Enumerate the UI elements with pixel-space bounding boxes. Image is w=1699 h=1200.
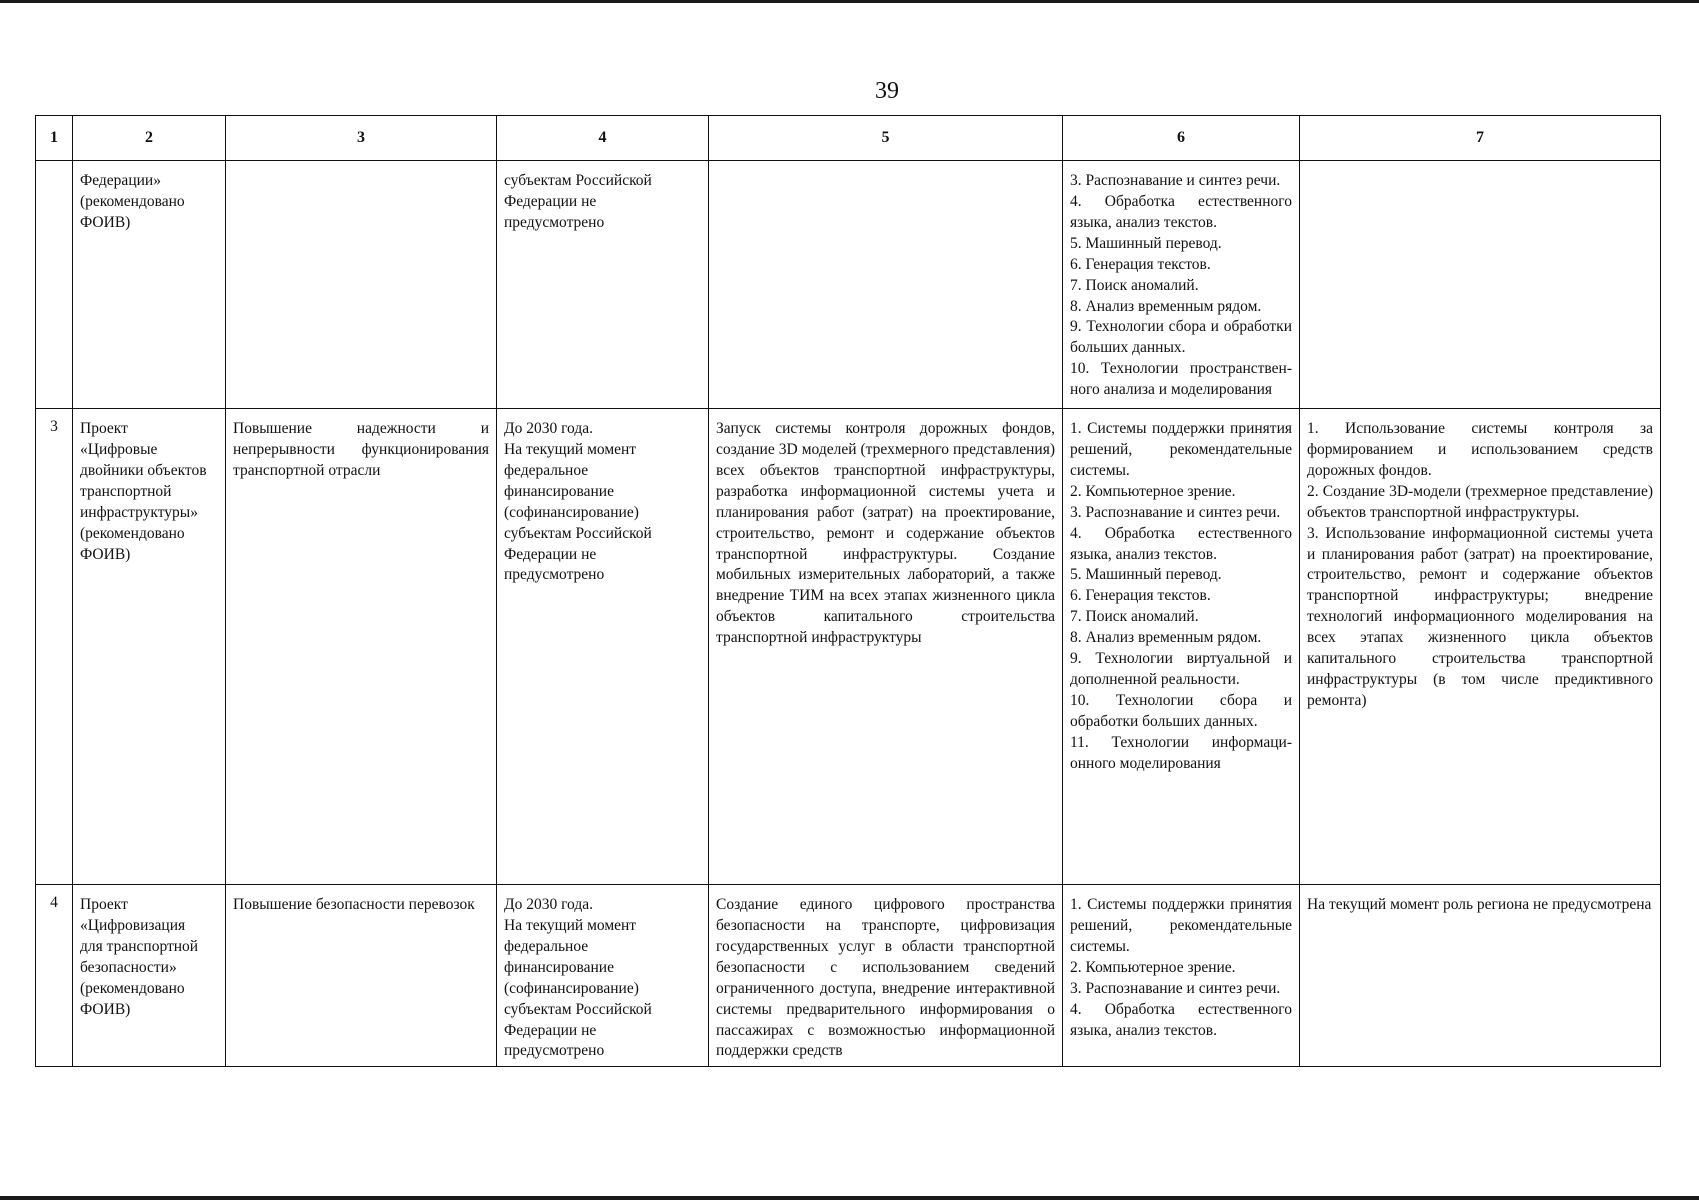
project-line: ФОИВ) <box>80 545 131 563</box>
technology-item: 3. Распознавание и синтез речи. <box>1070 172 1281 189</box>
description-cell: Запуск системы контроля дорожных фондов, создание 3D моделей (трехмерного представления) всех объектов транспортной инфраструктуры, разработка информационной системы учета и планирования работ (затрат) на проектирование, строительство, ремонт и содержание объектов транспортной инфраструктуры. Создание мобильных измерительных лабораторий, а также внедрение ТИМ на всех этапах жизненного цикла объектов капитального строительства транспортной инфраструктуры <box>709 409 1063 885</box>
project-line: Проект <box>80 420 128 437</box>
project-line: транспортной <box>80 482 172 500</box>
goal-cell <box>226 161 497 409</box>
project-line: двойники объектов <box>80 461 207 479</box>
goal-cell: Повышение надежности и непрерывности функционирования транспортной отрасли <box>226 409 497 885</box>
column-header: 1 <box>36 116 73 161</box>
region-role-cell <box>1300 161 1661 409</box>
region-role-item: 3. Использование информационной системы учета и планирования работ (затрат) на проектирование, строительство, ремонт и содержание объектов транспортной инфраструктуры; внедрение технологий информационного моделирования на всех этапах жизненного цикла объектов капитального строительства транспортной инфраструктуры (в том числе предиктивного ремонта) <box>1307 524 1653 709</box>
financing-cell <box>497 409 709 885</box>
technology-item: 10. Технологии пространствен-ного анализа и моделирования <box>1070 360 1292 399</box>
financing-line: (софинансирование) <box>504 503 639 521</box>
column-header: 7 <box>1300 116 1661 161</box>
project-line: Проект <box>80 896 128 913</box>
region-role-item: 2. Создание 3D-модели (трехмерное представление) объектов транспортной инфраструктуры. <box>1307 482 1653 521</box>
financing-line: федеральное <box>504 937 589 955</box>
technology-item: 10. Технологии сбора и обработки больших данных. <box>1070 691 1292 730</box>
project-line: для транспортной <box>80 937 199 955</box>
page-bottom-edge <box>0 1196 1699 1200</box>
financing-line: финансирование <box>504 958 614 976</box>
description-cell <box>709 161 1063 409</box>
row-number-cell: 3 <box>36 409 73 885</box>
technology-item: 3. Распознавание и синтез речи. <box>1070 979 1281 997</box>
financing-cell <box>497 161 709 409</box>
technology-item: 5. Машинный перевод. <box>1070 566 1222 584</box>
technology-item: 8. Анализ временным рядом. <box>1070 629 1262 647</box>
technology-item: 4. Обработка естественного языка, анализ текстов. <box>1070 524 1292 563</box>
financing-line: До 2030 года. <box>504 420 593 437</box>
project-line: ФОИВ) <box>80 213 131 231</box>
technology-item: 5. Машинный перевод. <box>1070 234 1222 252</box>
project-line: инфраструктуры» <box>80 503 198 521</box>
financing-line: финансирование <box>504 482 614 500</box>
project-line: ФОИВ) <box>80 1000 131 1018</box>
column-header: 5 <box>709 116 1063 161</box>
technology-item: 7. Поиск аномалий. <box>1070 608 1199 626</box>
project-line: (рекомендовано <box>80 192 185 210</box>
financing-line: субъектам Российской <box>504 1000 652 1018</box>
technology-item: 2. Компьютерное зрение. <box>1070 958 1236 976</box>
financing-line: субъектам Российской <box>504 172 652 189</box>
project-line: «Цифровые <box>80 440 158 458</box>
table-row <box>36 885 1661 1067</box>
technology-item: 9. Технологии виртуальной и дополненной реальности. <box>1070 650 1292 689</box>
project-line: (рекомендовано <box>80 979 185 997</box>
financing-line: предусмотрено <box>504 1042 605 1060</box>
financing-line: Федерации не <box>504 545 597 563</box>
goal-cell: Повышение безопасности перевозок <box>226 885 497 1067</box>
table-row <box>36 409 1661 885</box>
table-header-row <box>36 116 1661 161</box>
technology-item: 2. Компьютерное зрение. <box>1070 482 1236 500</box>
project-cell <box>73 161 226 409</box>
technology-item: 6. Генерация текстов. <box>1070 255 1211 273</box>
financing-line: предусмотрено <box>504 566 605 584</box>
technology-item: 4. Обработка естественного языка, анализ текстов. <box>1070 192 1292 231</box>
project-line: (рекомендовано <box>80 524 185 542</box>
financing-line: (софинансирование) <box>504 979 639 997</box>
column-header: 4 <box>497 116 709 161</box>
region-role-cell: На текущий момент роль региона не предусмотрена <box>1300 885 1661 1067</box>
technology-item: 7. Поиск аномалий. <box>1070 276 1199 294</box>
financing-line: Федерации не <box>504 1021 597 1039</box>
financing-cell <box>497 885 709 1067</box>
project-line: «Цифровизация <box>80 916 186 934</box>
page-top-edge <box>0 0 1699 3</box>
financing-line: федеральное <box>504 461 589 479</box>
page-number: 39 <box>875 78 899 104</box>
region-role-item: 1. Использование системы контроля за формированием и использованием средств дорожных фондов. <box>1307 420 1653 479</box>
financing-line: До 2030 года. <box>504 896 593 913</box>
technology-item: 6. Генерация текстов. <box>1070 587 1211 605</box>
description-cell: Создание единого цифрового пространства безопасности на транспорте, цифровизация государственных услуг в области транспортной безопасности с использованием сведений ограниченного доступа, внедрение интерактивной системы предварительного информирования о пассажирах с возможностью информационной поддержки средств <box>709 885 1063 1067</box>
project-cell <box>73 885 226 1067</box>
project-line: Федерации» <box>80 172 161 189</box>
financing-line: На текущий момент <box>504 916 637 934</box>
project-cell <box>73 409 226 885</box>
technology-item: 8. Анализ временным рядом. <box>1070 297 1262 315</box>
row-number-cell: 4 <box>36 885 73 1067</box>
technology-item: 4. Обработка естественного языка, анализ текстов. <box>1070 1000 1292 1039</box>
financing-line: субъектам Российской <box>504 524 652 542</box>
technology-item: 3. Распознавание и синтез речи. <box>1070 503 1281 521</box>
technologies-cell <box>1063 409 1300 885</box>
technology-item: 1. Системы поддержки принятия решений, рекомендательные системы. <box>1070 896 1292 955</box>
technology-item: 1. Системы поддержки принятия решений, рекомендательные системы. <box>1070 420 1292 479</box>
column-header: 3 <box>226 116 497 161</box>
financing-line: предусмотрено <box>504 213 605 231</box>
project-line: безопасности» <box>80 958 177 976</box>
row-number-cell <box>36 161 73 409</box>
financing-line: На текущий момент <box>504 440 637 458</box>
table-row <box>36 161 1661 409</box>
region-role-cell <box>1300 409 1661 885</box>
technologies-cell <box>1063 885 1300 1067</box>
financing-line: Федерации не <box>504 192 597 210</box>
technology-item: 11. Технологии информаци-онного моделирования <box>1070 733 1292 772</box>
data-table <box>35 115 1661 1067</box>
technology-item: 9. Технологии сбора и обработки больших данных. <box>1070 318 1292 357</box>
column-header: 6 <box>1063 116 1300 161</box>
technologies-cell <box>1063 161 1300 409</box>
column-header: 2 <box>73 116 226 161</box>
